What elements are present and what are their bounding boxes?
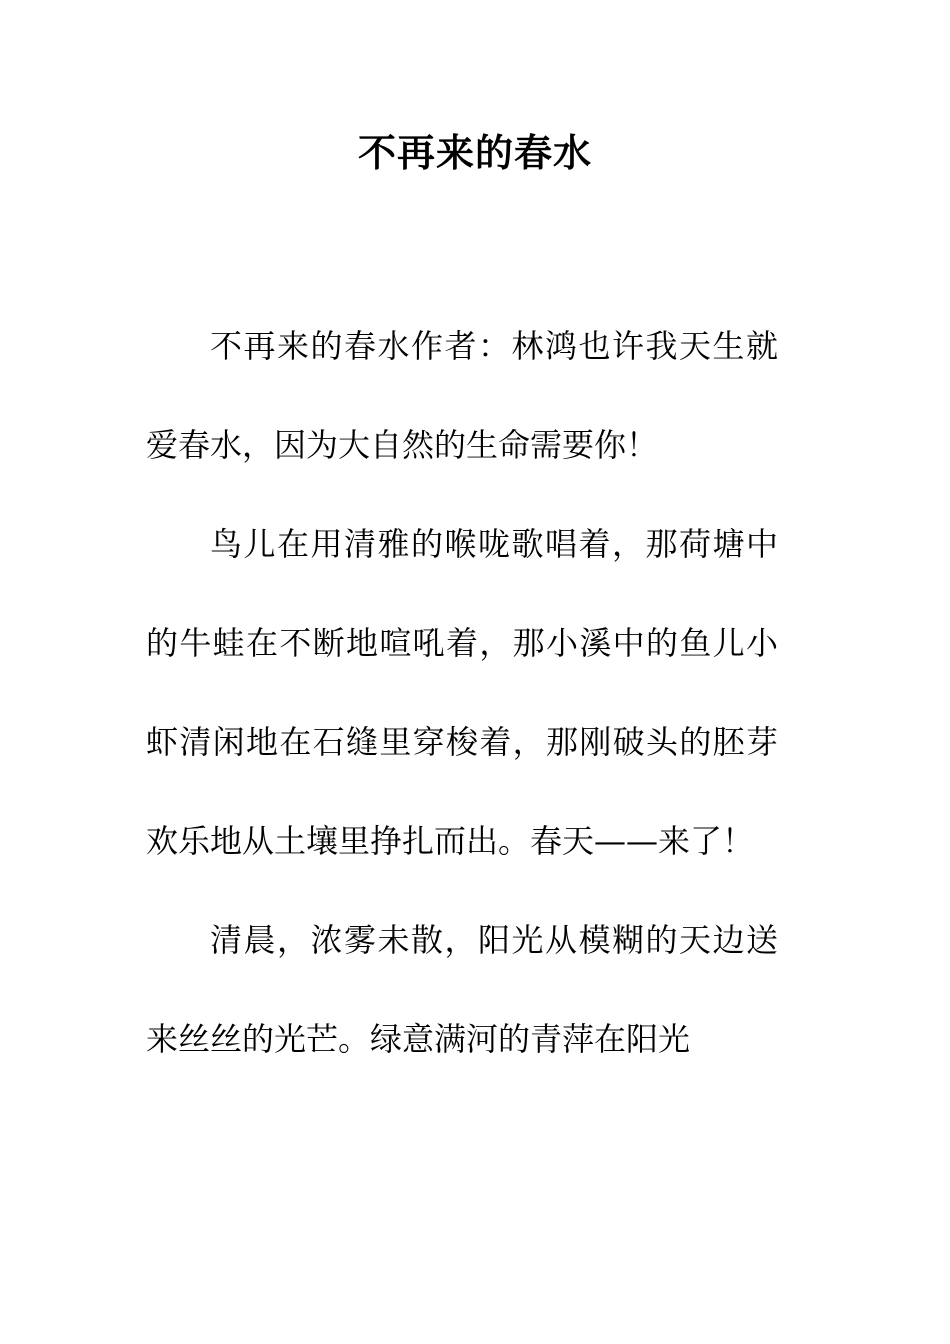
- paragraph-3: 清晨，浓雾未散，阳光从模糊的天边送来丝丝的光芒。绿意满河的青萍在阳光: [146, 921, 778, 1058]
- paragraph-2: 鸟儿在用清雅的喉咙歌唱着，那荷塘中的牛蛙在不断地喧吼着，那小溪中的鱼儿小虾清闲地在石缝里穿梭着，那刚破头的胚芽欢乐地从土壤里挣扎而出。春天——来了！: [146, 525, 778, 860]
- document-body: [146, 297, 778, 1089]
- paragraph-1: 不再来的春水作者：林鸿也许我天生就爱春水，因为大自然的生命需要你！: [146, 327, 778, 464]
- document-title: 不再来的春水: [357, 131, 592, 175]
